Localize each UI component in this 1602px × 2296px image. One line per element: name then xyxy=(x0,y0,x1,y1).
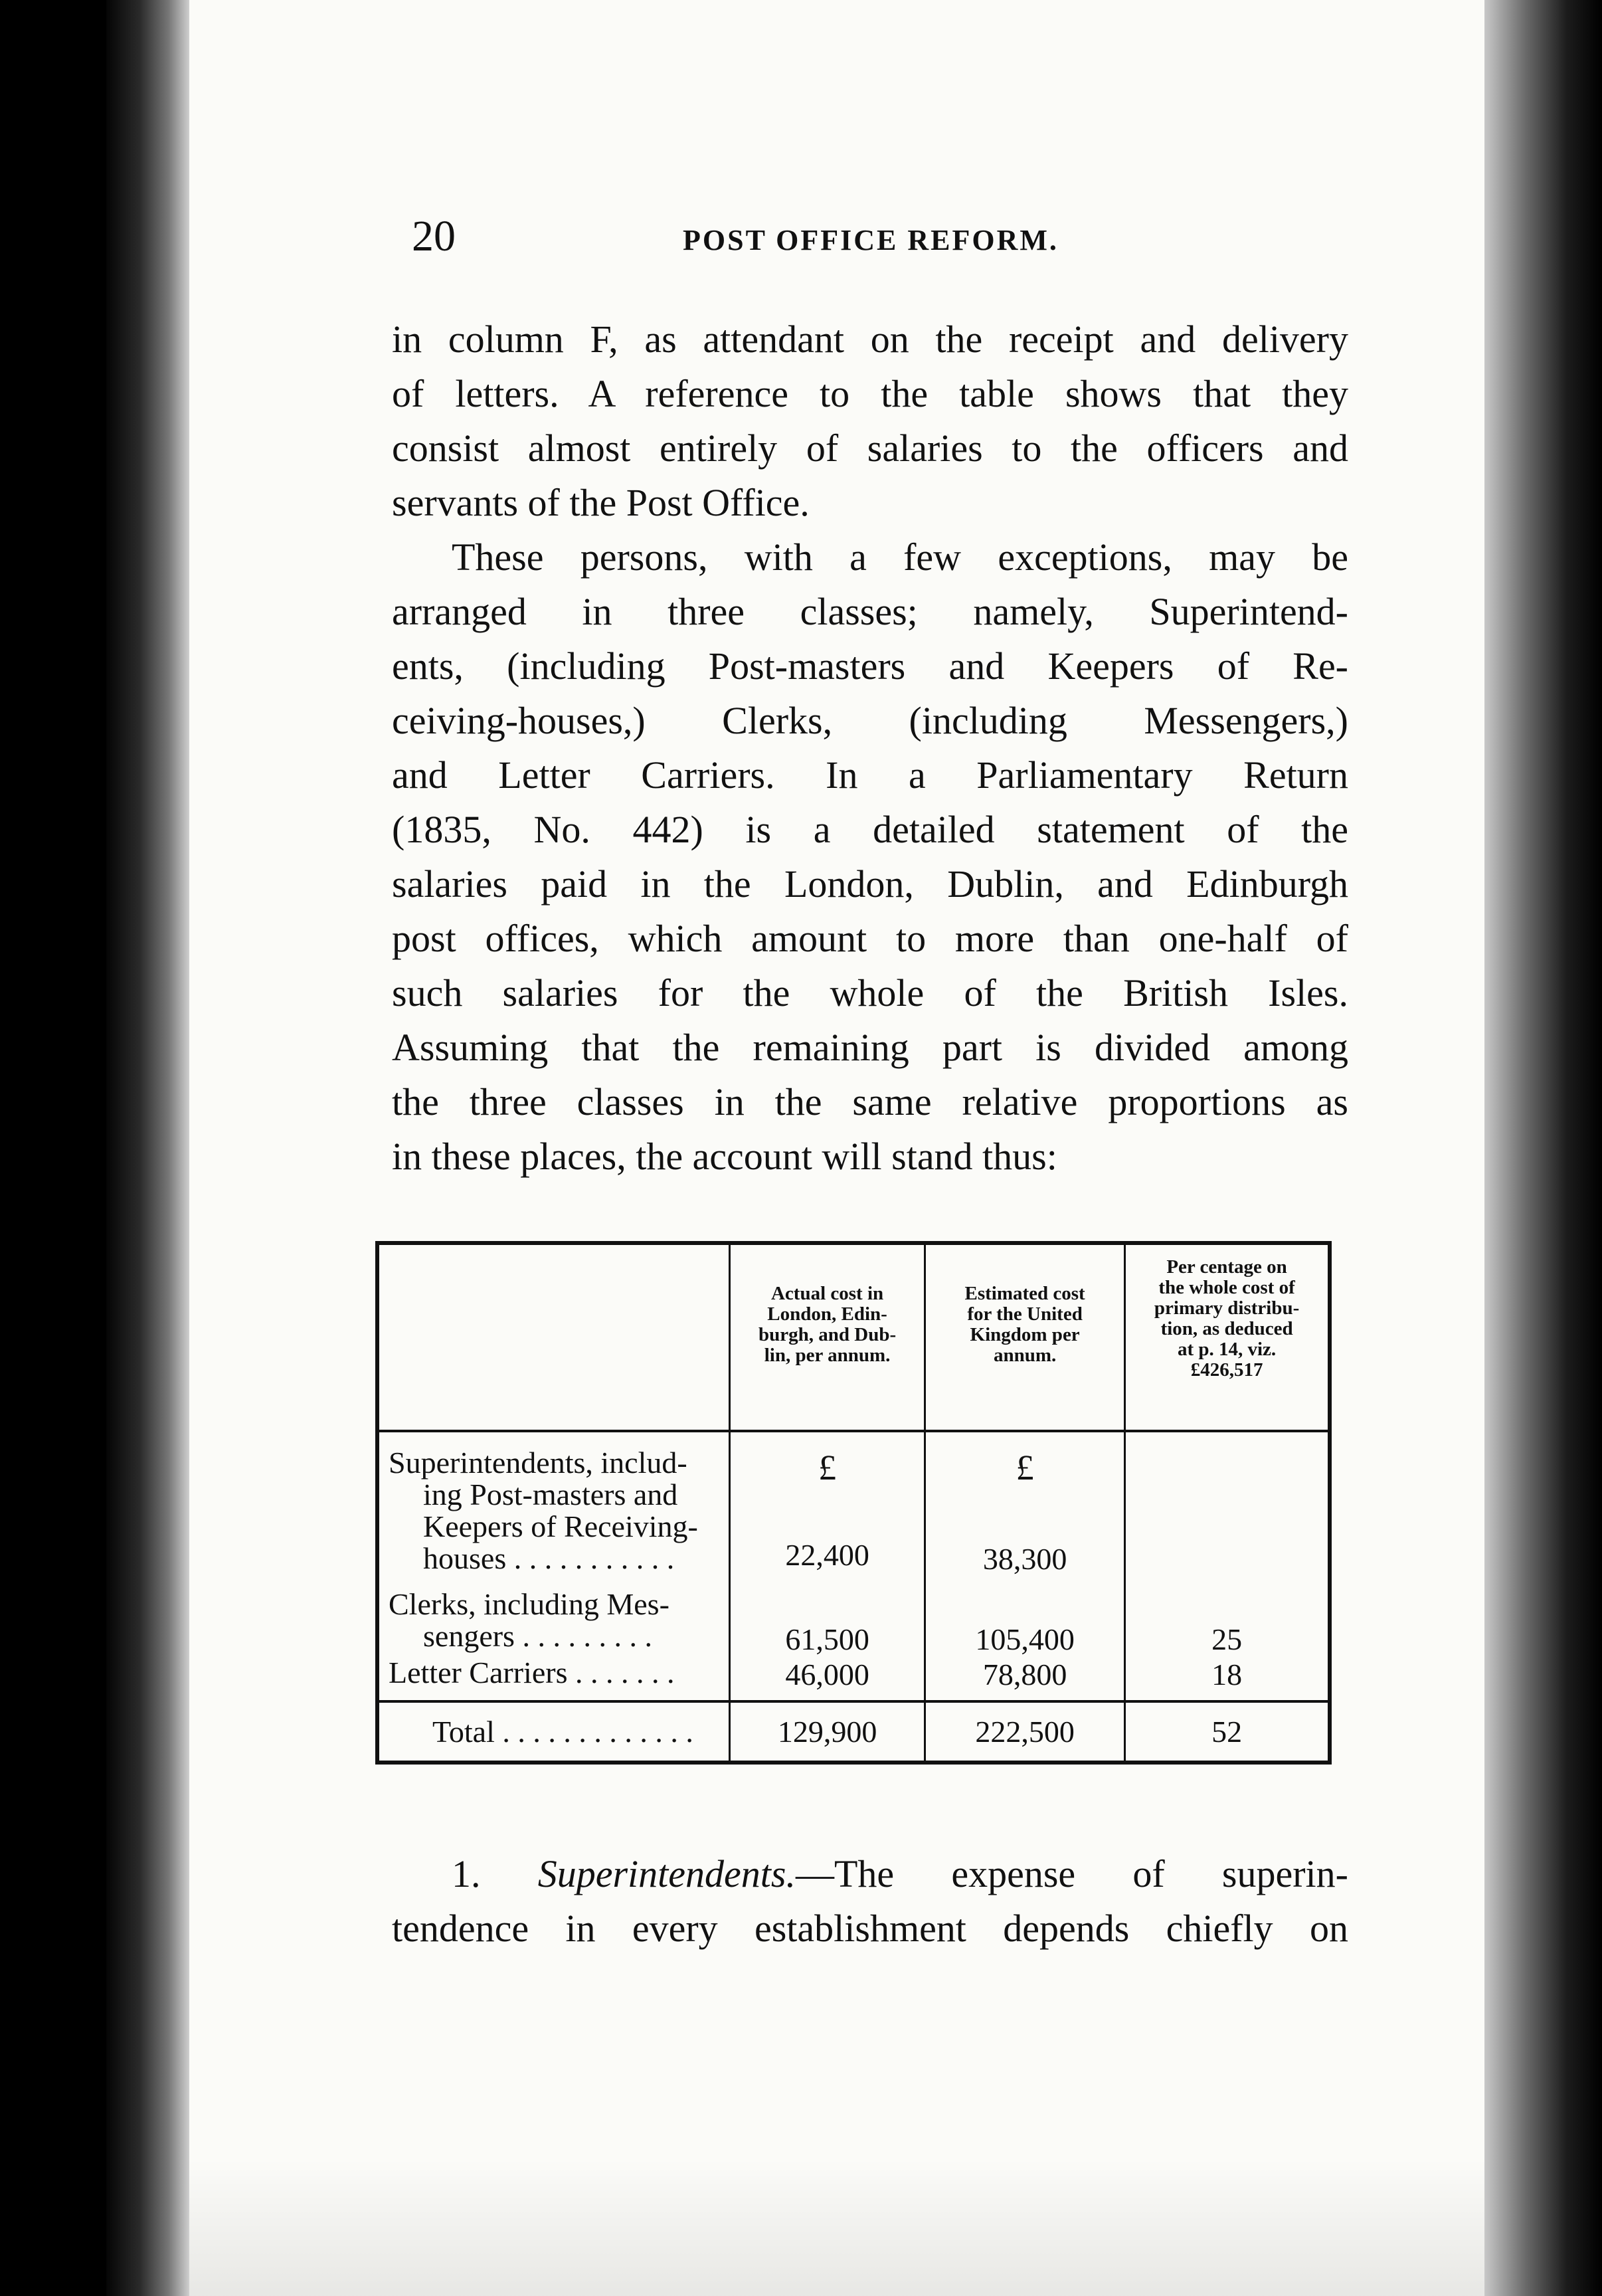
paragraph-2 xyxy=(392,530,1348,1184)
text-line: in these places, the account will stand thus: xyxy=(392,1135,1057,1178)
row-label-line: Clerks, including Mes- xyxy=(389,1586,669,1621)
text-line: such salaries for the whole of the British Isles. xyxy=(392,971,1348,1014)
section-heading: Superintendents. xyxy=(537,1852,796,1895)
text-line xyxy=(392,1847,1348,1901)
page-right-edge-shadow xyxy=(1484,0,1602,2296)
row-label-total: Total . . . . . . . . . . . . . xyxy=(377,1701,730,1763)
salary-table-grid xyxy=(375,1241,1332,1765)
salary-table xyxy=(375,1241,1332,1765)
row-label-line: ing Post-masters and xyxy=(423,1478,678,1511)
header-line: primary distribu- xyxy=(1154,1297,1300,1319)
text-line: These persons, with a few exceptions, may be xyxy=(452,535,1348,579)
table-row-letter-carriers xyxy=(377,1657,1330,1701)
row-label-line: sengers . . . . . . . . . xyxy=(423,1618,652,1653)
value-actual: 22,400 xyxy=(785,1538,869,1572)
header-line: Estimated cost xyxy=(964,1283,1085,1304)
cell-actual-letter-carriers: 46,000 xyxy=(730,1657,925,1701)
cell-estimated-clerks: 105,400 xyxy=(925,1588,1125,1658)
text-line: tendence in every establishment depends chiefly on xyxy=(392,1907,1348,1950)
table-header-estimated-cost xyxy=(925,1243,1125,1431)
text-line: arranged in three classes; namely, Superintend- xyxy=(392,590,1348,633)
header-line: lin, per annum. xyxy=(764,1345,891,1366)
text-line: ceiving-houses,) Clerks, (including Messengers,) xyxy=(392,699,1348,742)
cell-actual-clerks: 61,500 xyxy=(730,1588,925,1658)
text-line: (1835, No. 442) is a detailed statement of the xyxy=(392,808,1348,851)
table-header-blank xyxy=(377,1243,730,1431)
text-line: consist almost entirely of salaries to the officers and xyxy=(392,427,1348,470)
currency-symbol: £ xyxy=(1016,1448,1034,1487)
page-bottom-shade xyxy=(189,2159,1484,2296)
cell-percentage-total: 52 xyxy=(1125,1701,1330,1763)
header-line: the whole cost of xyxy=(1158,1277,1295,1298)
page-header xyxy=(412,211,1342,271)
table-header-actual-cost xyxy=(730,1243,925,1431)
value-estimated: 38,300 xyxy=(982,1542,1067,1576)
book-spine-shadow xyxy=(106,0,189,2296)
text-line: and Letter Carriers. In a Parliamentary Return xyxy=(392,753,1348,797)
header-line: £426,517 xyxy=(1190,1359,1263,1381)
page-number: 20 xyxy=(412,212,456,260)
cell-percentage-clerks: 25 xyxy=(1125,1588,1330,1658)
header-line: tion, as deduced xyxy=(1160,1318,1293,1339)
running-title: POST OFFICE REFORM. xyxy=(683,224,1059,256)
row-label-letter-carriers: Letter Carriers . . . . . . . xyxy=(389,1656,675,1690)
table-header-row xyxy=(377,1243,1330,1431)
text-line: of letters. A reference to the table shows that they xyxy=(392,372,1348,415)
header-line: Per centage on xyxy=(1166,1256,1287,1278)
row-label-line: houses . . . . . . . . . . . xyxy=(423,1541,675,1575)
header-line: at p. 14, viz. xyxy=(1177,1339,1277,1360)
text-line: ents, (including Post-masters and Keepers of Re- xyxy=(392,644,1348,688)
text-line: servants of the Post Office. xyxy=(392,481,810,524)
text-fragment: —The expense of superin- xyxy=(795,1852,1348,1895)
cell-percentage-letter-carriers: 18 xyxy=(1125,1657,1330,1701)
text-line: in column F, as attendant on the receipt and delivery xyxy=(392,318,1348,361)
header-line: annum. xyxy=(993,1345,1057,1366)
section-number: 1. xyxy=(452,1852,481,1895)
row-label-superintendents xyxy=(377,1431,730,1588)
paragraph-1 xyxy=(392,312,1348,530)
cell-estimated-letter-carriers: 78,800 xyxy=(925,1657,1125,1701)
text-line: the three classes in the same relative proportions as xyxy=(392,1080,1348,1123)
header-line: London, Edin- xyxy=(767,1303,887,1325)
header-line: Kingdom per xyxy=(970,1324,1080,1345)
header-line: Actual cost in xyxy=(770,1283,884,1304)
text-line: salaries paid in the London, Dublin, and Edinburgh xyxy=(392,862,1348,906)
cell-percentage-superintendents xyxy=(1125,1431,1330,1588)
row-label-line: Superintendents, includ- xyxy=(389,1446,687,1480)
header-line: for the United xyxy=(967,1303,1083,1325)
paragraph-3 xyxy=(392,1847,1348,1956)
currency-symbol: £ xyxy=(818,1448,837,1487)
cell-estimated-superintendents xyxy=(925,1431,1125,1588)
table-row-total xyxy=(377,1701,1330,1763)
table-header-percentage xyxy=(1125,1243,1330,1431)
cell-estimated-total: 222,500 xyxy=(925,1701,1125,1763)
header-line: burgh, and Dub- xyxy=(758,1324,897,1345)
cell-actual-total: 129,900 xyxy=(730,1701,925,1763)
table-row-superintendents xyxy=(377,1431,1330,1588)
table-row-clerks xyxy=(377,1588,1330,1658)
row-label-line: Keepers of Receiving- xyxy=(423,1509,698,1543)
text-line: Assuming that the remaining part is divided among xyxy=(392,1026,1348,1069)
row-label-clerks xyxy=(377,1588,730,1658)
cell-actual-superintendents xyxy=(730,1431,925,1588)
text-line: post offices, which amount to more than one-half of xyxy=(392,917,1348,960)
